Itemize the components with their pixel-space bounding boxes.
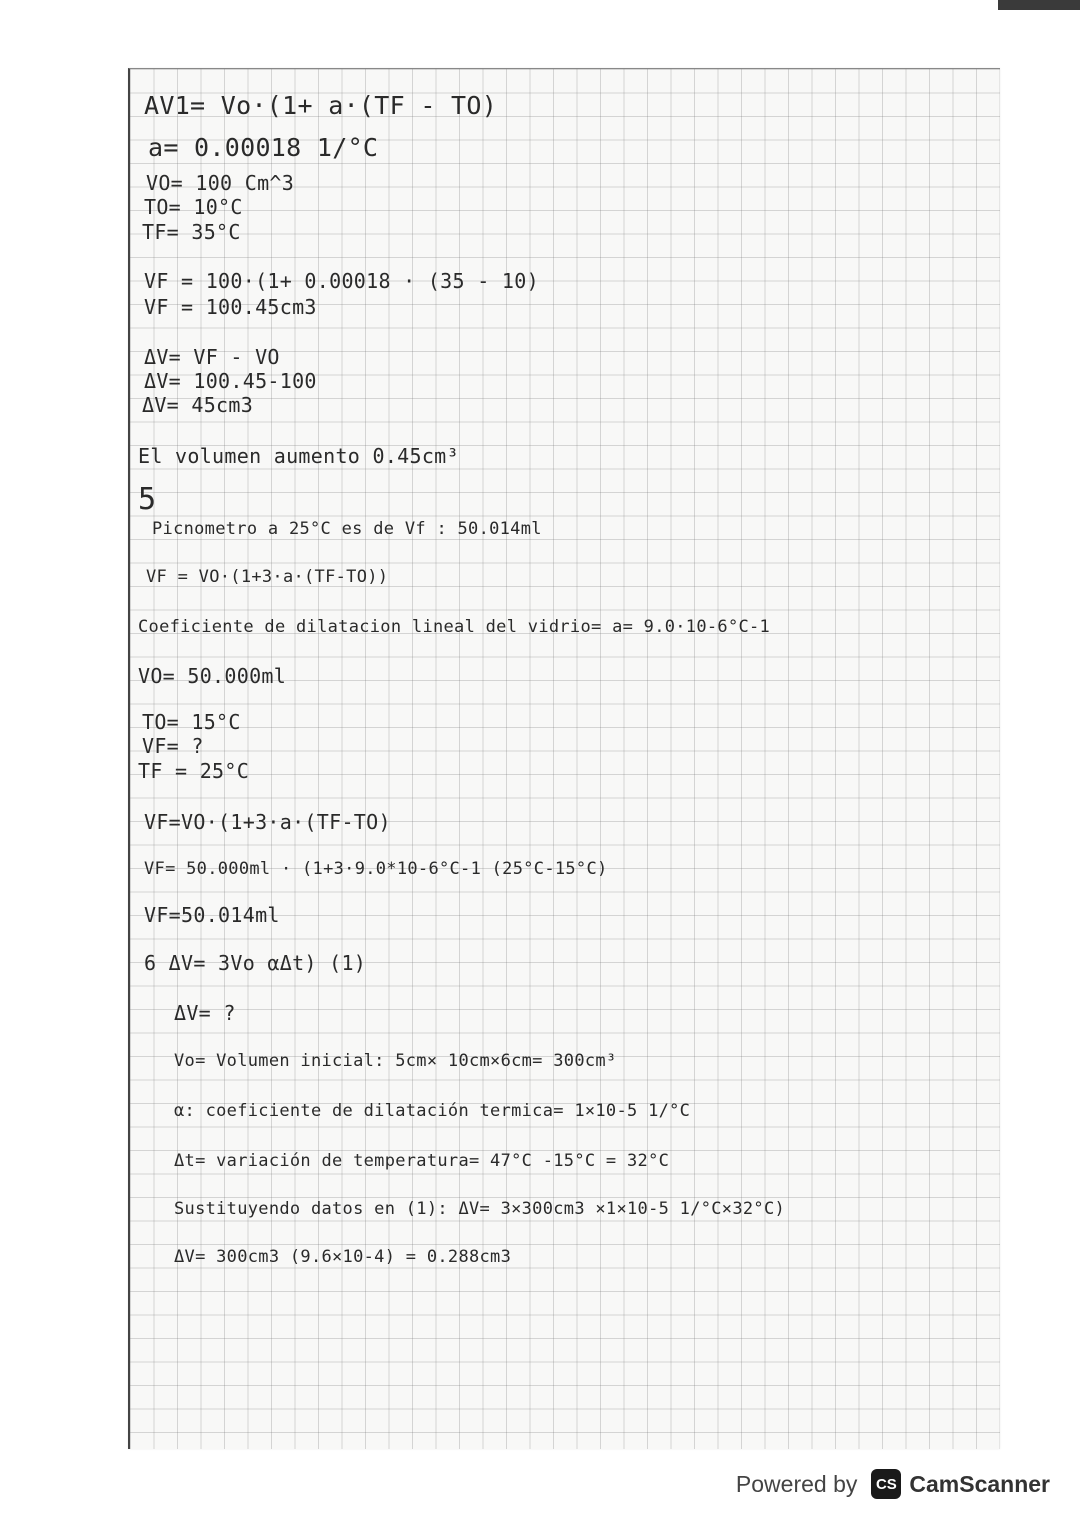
note-line: Sustituyendo datos en (1): ΔV= 3×300cm3 ×1×10-5 1/°C×32°C) <box>174 1199 786 1219</box>
note-line: VF=VO·(1+3·a·(TF-TO) <box>144 810 391 834</box>
note-line: VF=50.014ml <box>144 903 280 927</box>
note-line: Coeficiente de dilatacion lineal del vidrio= a= 9.0·10-6°C-1 <box>138 617 771 637</box>
note-line: a= 0.00018 1/°C <box>148 133 379 162</box>
corner-mark <box>998 0 1080 10</box>
note-line: ΔV= 45cm3 <box>142 393 254 417</box>
note-line: ΔV= VF - VO <box>144 345 280 369</box>
camscanner-logo-icon: CS <box>871 1469 901 1499</box>
powered-by-label: Powered by <box>735 1470 858 1497</box>
note-line: VO= 100 Cm^3 <box>146 171 295 195</box>
problem-number: 5 <box>138 482 157 517</box>
camscanner-brand: CamScanner <box>909 1470 1050 1497</box>
notebook-sheet <box>128 68 1000 1449</box>
note-line: 6 ΔV= 3Vo αΔt) (1) <box>144 951 367 975</box>
note-line: α: coeficiente de dilatación termica= 1×10-5 1/°C <box>174 1101 691 1121</box>
note-line: Picnometro a 25°C es de Vf : 50.014ml <box>152 519 542 539</box>
note-line: Vo= Volumen inicial: 5cm× 10cm×6cm= 300cm³ <box>174 1051 617 1071</box>
note-line: VF = 100·(1+ 0.00018 · (35 - 10) <box>144 269 539 293</box>
note-line: VO= 50.000ml <box>138 664 287 688</box>
note-line: VF = 100.45cm3 <box>144 295 317 319</box>
note-line: VF= 50.000ml · (1+3·9.0*10-6°C-1 (25°C-15°C) <box>144 859 608 879</box>
note-line: TF = 25°C <box>138 759 250 783</box>
note-line: ΔV= 100.45-100 <box>144 369 317 393</box>
note-line: Δt= variación de temperatura= 47°C -15°C = 32°C <box>174 1151 670 1171</box>
note-line: TO= 10°C <box>144 195 243 219</box>
note-line: ΔV= 300cm3 (9.6×10-4) = 0.288cm3 <box>174 1247 512 1267</box>
note-line: El volumen aumento 0.45cm³ <box>138 444 459 468</box>
camscanner-watermark <box>736 1464 1050 1504</box>
note-line: TF= 35°C <box>142 220 241 244</box>
note-line: VF = VO·(1+3·a·(TF-TO)) <box>146 567 389 587</box>
note-line: TO= 15°C <box>142 710 241 734</box>
note-line: VF= ? <box>142 734 204 758</box>
note-line: AV1= Vo·(1+ a·(TF - TO) <box>144 91 498 120</box>
note-line: ΔV= ? <box>174 1001 236 1025</box>
